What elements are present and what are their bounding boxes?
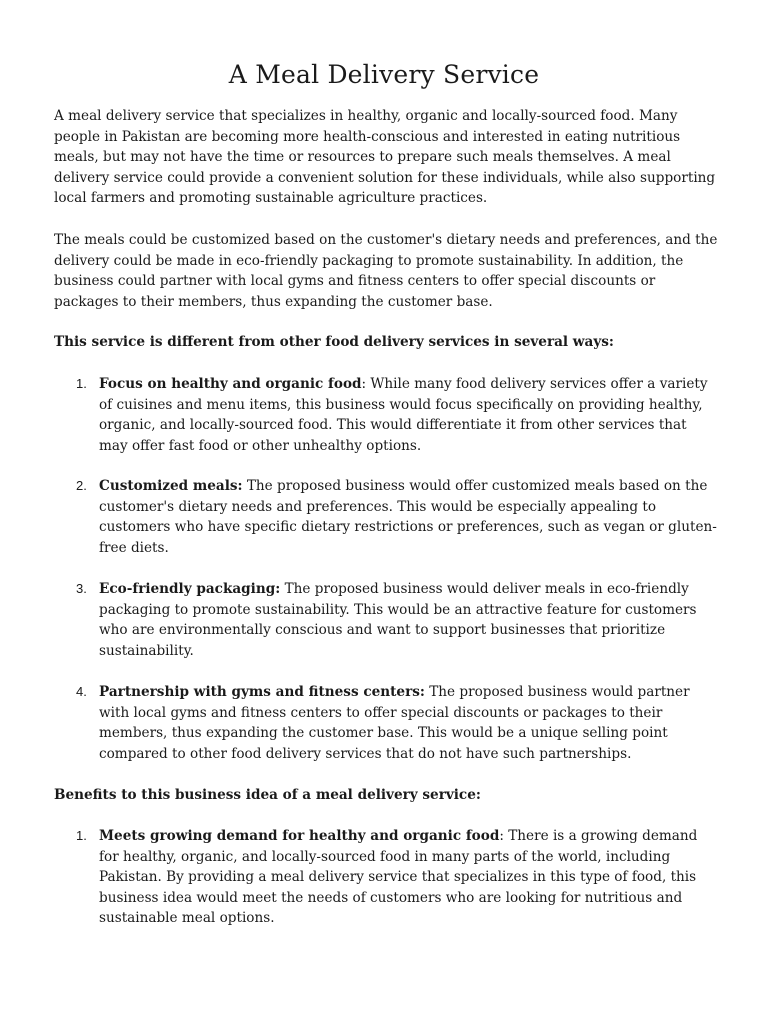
list-item-lead: Focus on healthy and organic food (99, 376, 362, 392)
list-item-body: : While many food delivery services offer a variety of cuisines and menu items, this business would focus specifically on providing healthy, organic, and locally-sourced food. This would differentiate it from other services that may offer fast food or other unhealthy options. (99, 376, 708, 454)
list-item-customized-meals (54, 476, 718, 558)
list-item-meets-demand (54, 826, 718, 929)
list-item-text (99, 579, 719, 661)
list-number: 4. (76, 684, 87, 699)
list-item-body: : There is a growing demand for healthy, organic, and locally-sourced food in many parts of the world, including Pakistan. By providing a meal delivery service that specializes in this type of food, this business idea would meet the needs of customers who are looking for nutritious and sustainable meal options. (99, 828, 698, 927)
list-item-lead: Partnership with gyms and fitness centers: (99, 684, 425, 700)
document-title: A Meal Delivery Service (228, 60, 540, 89)
list-item-lead: Customized meals: (99, 478, 243, 494)
list-item-text (99, 374, 719, 456)
list-item-lead: Eco-friendly packaging: (99, 581, 281, 597)
list-number: 2. (76, 478, 87, 493)
benefits-heading: Benefits to this business idea of a meal delivery service: (54, 787, 481, 803)
list-item-gym-partnership (54, 682, 718, 764)
second-paragraph: The meals could be customized based on the customer's dietary needs and preferences, and the delivery could be made in eco-friendly packaging to promote sustainability. In addition, the business could partner with local gyms and fitness centers to offer special discounts or packages to their members, thus expanding the customer base. (54, 232, 718, 310)
list-item-lead: Meets growing demand for healthy and organic food (99, 828, 500, 844)
list-item-eco-packaging (54, 579, 718, 661)
list-item-body: The proposed business would offer customized meals based on the customer's dietary needs and preferences. This would be especially appealing to customers who have specific dietary restrictions or preferences, such as vegan or gluten-free diets. (99, 478, 717, 556)
intro-paragraph: A meal delivery service that specializes in healthy, organic and locally-sourced food. Many people in Pakistan are becoming more health-conscious and interested in eating nutritious meals, but may not have the time or resources to prepare such meals themselves. A meal delivery service could provide a convenient solution for these individuals, while also supporting local farmers and promoting sustainable agriculture practices. (54, 108, 716, 207)
list-item-body: The proposed business would deliver meals in eco-friendly packaging to promote sustainability. This would be an attractive feature for customers who are environmentally conscious and want to support businesses that prioritize sustainability. (99, 581, 697, 659)
list-item-text (99, 682, 719, 764)
list-number: 1. (76, 376, 87, 391)
list-number: 3. (76, 581, 87, 596)
list-item-focus-healthy (54, 374, 718, 456)
list-item-text (99, 826, 719, 929)
differences-heading: This service is different from other food delivery services in several ways: (54, 334, 614, 350)
list-number: 1. (76, 828, 87, 843)
list-item-body: The proposed business would partner with local gyms and fitness centers to offer special discounts or packages to their members, thus expanding the customer base. This would be a unique selling point compared to other food delivery services that do not have such partnerships. (99, 684, 690, 762)
list-item-text (99, 476, 719, 558)
